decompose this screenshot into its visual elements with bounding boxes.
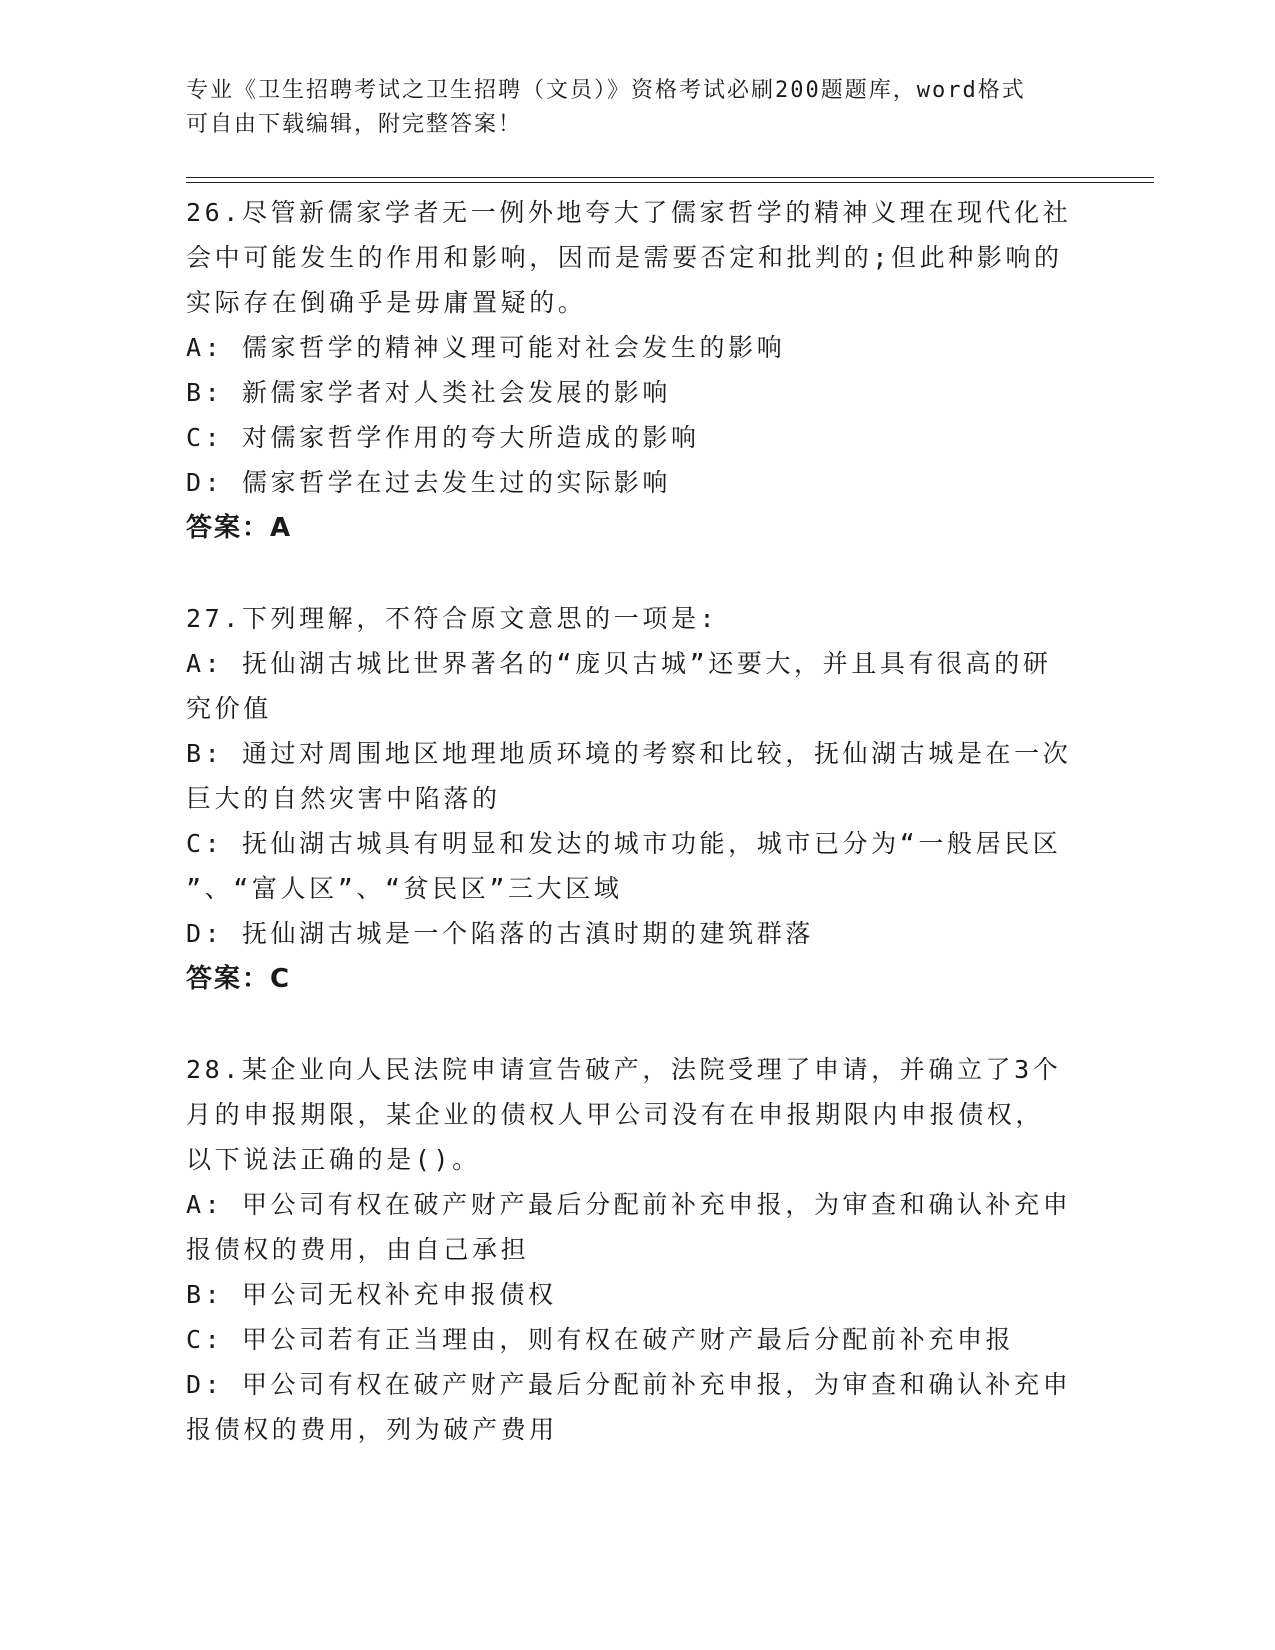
option-text-line: A: 甲公司有权在破产财产最后分配前补充申报，为审查和确认补充申 (186, 1190, 1072, 1219)
question-block (186, 1047, 1072, 1452)
questions-list (186, 190, 1072, 1452)
option-text-line: B: 新儒家学者对人类社会发展的影响 (186, 378, 671, 407)
header-divider-bottom (186, 182, 1154, 183)
option-text-line: 究价值 (186, 694, 272, 723)
question-stem-line: 28.某企业向人民法院申请宣告破产，法院受理了申请，并确立了3个 (186, 1055, 1062, 1084)
question-stem-line: 会中可能发生的作用和影响，因而是需要否定和批判的;但此种影响的 (186, 243, 1063, 272)
answer-option (186, 460, 1066, 505)
option-text-line: D: 甲公司有权在破产财产最后分配前补充申报，为审查和确认补充申 (186, 1370, 1072, 1399)
option-text-line: ”、“富人区”、“贫民区”三大区域 (186, 874, 623, 903)
question-stem-line: 以下说法正确的是()。 (186, 1145, 481, 1174)
option-text-line: D: 抚仙湖古城是一个陷落的古滇时期的建筑群落 (186, 919, 814, 948)
question-block (186, 596, 1072, 1002)
header-divider-top (186, 177, 1154, 178)
document-header (186, 74, 1066, 142)
answer-option (186, 415, 1066, 460)
option-text-line: 报债权的费用，列为破产费用 (186, 1415, 558, 1444)
answer-option (186, 641, 1066, 731)
option-text-line: B: 甲公司无权补充申报债权 (186, 1280, 557, 1309)
header-line-2: 可自由下载编辑，附完整答案！ (186, 112, 523, 137)
option-text-line: C: 甲公司若有正当理由，则有权在破产财产最后分配前补充申报 (186, 1325, 1015, 1354)
answer-key: 答案：C (186, 964, 292, 994)
answer-option (186, 1362, 1072, 1452)
question-spacer (186, 1002, 1066, 1047)
option-text-line: 报债权的费用，由自己承担 (186, 1235, 530, 1264)
header-line-1: 专业《卫生招聘考试之卫生招聘（文员）》资格考试必刷200题题库，word格式 (186, 78, 1026, 103)
answer-option (186, 370, 1066, 415)
question-stem-line: 月的申报期限，某企业的债权人甲公司没有在申报期限内申报债权， (186, 1100, 1045, 1129)
question-stem-line: 实际存在倒确乎是毋庸置疑的。 (186, 288, 587, 317)
option-text-line: C: 抚仙湖古城具有明显和发达的城市功能，城市已分为“一般居民区 (186, 829, 1062, 858)
answer-option (186, 731, 1072, 821)
answer-option (186, 1272, 1066, 1317)
option-text-line: 巨大的自然灾害中陷落的 (186, 784, 501, 813)
answer-option (186, 1182, 1072, 1272)
question-spacer (186, 551, 1066, 596)
option-text-line: A: 儒家哲学的精神义理可能对社会发生的影响 (186, 333, 786, 362)
question-stem-line: 26.尽管新儒家学者无一例外地夸大了儒家哲学的精神义理在现代化社 (186, 198, 1072, 227)
answer-option (186, 325, 1066, 370)
option-text-line: A: 抚仙湖古城比世界著名的“庞贝古城”还要大，并且具有很高的研 (186, 649, 1052, 678)
question-stem-line: 27.下列理解，不符合原文意思的一项是: (186, 604, 719, 633)
answer-option (186, 821, 1066, 911)
question-block (186, 190, 1072, 551)
option-text-line: C: 对儒家哲学作用的夸大所造成的影响 (186, 423, 700, 452)
option-text-line: B: 通过对周围地区地理地质环境的考察和比较，抚仙湖古城是在一次 (186, 739, 1072, 768)
option-text-line: D: 儒家哲学在过去发生过的实际影响 (186, 468, 671, 497)
answer-key: 答案：A (186, 513, 293, 543)
answer-option (186, 911, 1066, 956)
answer-option (186, 1317, 1066, 1362)
